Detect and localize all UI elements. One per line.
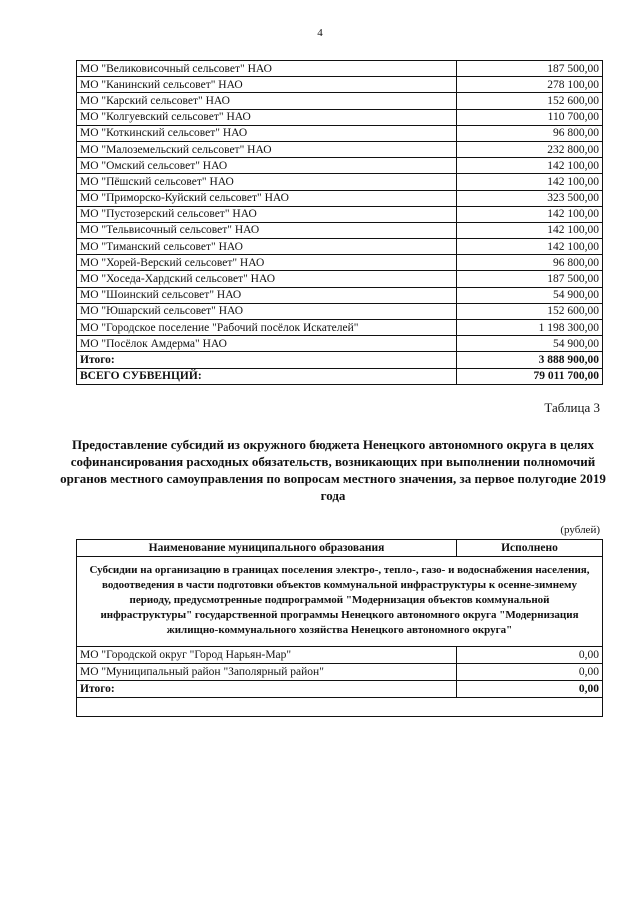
table-row bbox=[77, 61, 603, 77]
cell-amount: 0,00 bbox=[457, 647, 603, 664]
cell-name: МО "Юшарский сельсовет" НАО bbox=[77, 303, 457, 319]
cell-name: Итого: bbox=[77, 681, 457, 698]
cell-amount: 187 500,00 bbox=[457, 61, 603, 77]
table-row bbox=[77, 320, 603, 336]
cell-amount: 142 100,00 bbox=[457, 158, 603, 174]
empty-cell bbox=[77, 698, 603, 717]
table-row bbox=[77, 271, 603, 287]
table-row bbox=[77, 190, 603, 206]
cell-amount: 142 100,00 bbox=[457, 206, 603, 222]
cell-amount: 54 900,00 bbox=[457, 336, 603, 352]
cell-name: МО "Коткинский сельсовет" НАО bbox=[77, 125, 457, 141]
cell-amount: 54 900,00 bbox=[457, 287, 603, 303]
cell-amount: 323 500,00 bbox=[457, 190, 603, 206]
cell-amount: 152 600,00 bbox=[457, 93, 603, 109]
cell-amount: 232 800,00 bbox=[457, 141, 603, 157]
table-row bbox=[77, 125, 603, 141]
cell-name: МО "Городское поселение "Рабочий посёлок Искателей" bbox=[77, 320, 457, 336]
cell-name: МО "Тиманский сельсовет" НАО bbox=[77, 239, 457, 255]
total-row bbox=[77, 352, 603, 368]
table-row bbox=[77, 239, 603, 255]
column-header-executed: Исполнено bbox=[457, 540, 603, 557]
table-row bbox=[77, 141, 603, 157]
cell-name: МО "Посёлок Амдерма" НАО bbox=[77, 336, 457, 352]
cell-amount: 152 600,00 bbox=[457, 303, 603, 319]
cell-name: МО "Хоседа-Хардский сельсовет" НАО bbox=[77, 271, 457, 287]
cell-name: МО "Канинский сельсовет" НАО bbox=[77, 77, 457, 93]
total-row bbox=[77, 681, 603, 698]
cell-name: МО "Шоинский сельсовет" НАО bbox=[77, 287, 457, 303]
cell-amount: 110 700,00 bbox=[457, 109, 603, 125]
table-row bbox=[77, 303, 603, 319]
table-row bbox=[77, 336, 603, 352]
grand-total-row bbox=[77, 368, 603, 384]
cell-name: МО "Муниципальный район "Заполярный район" bbox=[77, 664, 457, 681]
cell-amount: 142 100,00 bbox=[457, 222, 603, 238]
page-number: 4 bbox=[317, 27, 323, 39]
cell-amount: 3 888 900,00 bbox=[457, 352, 603, 368]
cell-amount: 96 800,00 bbox=[457, 125, 603, 141]
table-row bbox=[77, 206, 603, 222]
table-row bbox=[77, 222, 603, 238]
table-header-row bbox=[77, 540, 603, 557]
currency-unit: (рублей) bbox=[560, 524, 600, 536]
cell-amount: 142 100,00 bbox=[457, 174, 603, 190]
section-row bbox=[77, 557, 603, 647]
cell-amount: 142 100,00 bbox=[457, 239, 603, 255]
cell-name: ВСЕГО СУБВЕНЦИЙ: bbox=[77, 368, 457, 384]
table-row bbox=[77, 93, 603, 109]
cell-name: МО "Колгуевский сельсовет" НАО bbox=[77, 109, 457, 125]
cell-name: МО "Великовисочный сельсовет" НАО bbox=[77, 61, 457, 77]
cell-name: МО "Приморско-Куйский сельсовет" НАО bbox=[77, 190, 457, 206]
table-row bbox=[77, 174, 603, 190]
cell-name: МО "Пёшский сельсовет" НАО bbox=[77, 174, 457, 190]
column-header-name: Наименование муниципального образования bbox=[77, 540, 457, 557]
subsidies-table bbox=[76, 539, 603, 717]
cell-name: МО "Городской округ "Город Нарьян-Мар" bbox=[77, 647, 457, 664]
cell-amount: 278 100,00 bbox=[457, 77, 603, 93]
table-row bbox=[77, 77, 603, 93]
cell-amount: 187 500,00 bbox=[457, 271, 603, 287]
cell-name: МО "Пустозерский сельсовет" НАО bbox=[77, 206, 457, 222]
cell-amount: 79 011 700,00 bbox=[457, 368, 603, 384]
subventions-table-continued bbox=[76, 60, 603, 385]
table-row bbox=[77, 109, 603, 125]
table-3-heading: Предоставление субсидий из окружного бюджета Ненецкого автономного округа в целях софинансирования расходных обязательств, возникающих при выполнении полномочий органов местного самоуправления по вопросам местного значения, за первое полугодие 2019 года bbox=[60, 437, 606, 503]
table-row bbox=[77, 255, 603, 271]
cell-amount: 0,00 bbox=[457, 681, 603, 698]
table-row bbox=[77, 158, 603, 174]
cell-amount: 1 198 300,00 bbox=[457, 320, 603, 336]
cell-name: МО "Хорей-Верский сельсовет" НАО bbox=[77, 255, 457, 271]
cell-amount: 96 800,00 bbox=[457, 255, 603, 271]
cell-name: МО "Малоземельский сельсовет" НАО bbox=[77, 141, 457, 157]
cell-name: МО "Карский сельсовет" НАО bbox=[77, 93, 457, 109]
table-row bbox=[77, 664, 603, 681]
cell-amount: 0,00 bbox=[457, 664, 603, 681]
cell-name: Итого: bbox=[77, 352, 457, 368]
table-row bbox=[77, 287, 603, 303]
empty-row bbox=[77, 698, 603, 717]
table-3-label: Таблица 3 bbox=[544, 400, 600, 415]
section-title: Субсидии на организацию в границах поселения электро-, тепло-, газо- и водоснабжения населения, водоотведения в части подготовки объектов коммунальной инфраструктуры к осенне-зимнему периоду, предусмотренные подпрограммой "Модернизация объектов коммунальной инфраструктуры" государственной программы Ненецкого автономного округа "Модернизация жилищно-коммунального хозяйства Ненецкого автономного округа" bbox=[77, 557, 603, 647]
cell-name: МО "Омский сельсовет" НАО bbox=[77, 158, 457, 174]
table-row bbox=[77, 647, 603, 664]
cell-name: МО "Тельвисочный сельсовет" НАО bbox=[77, 222, 457, 238]
